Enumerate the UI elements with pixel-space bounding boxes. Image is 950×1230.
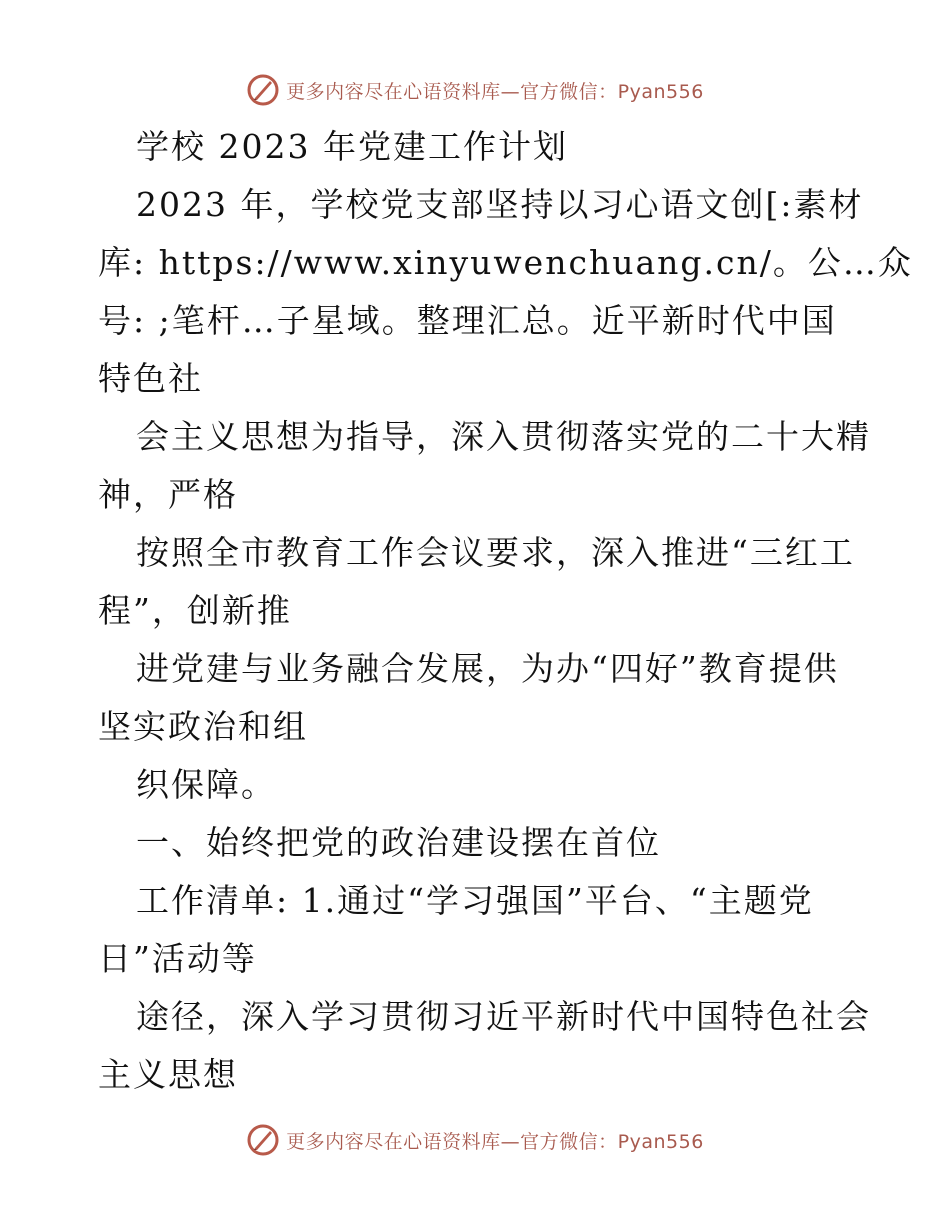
footer-banner [0,1120,950,1160]
text-line: 号: ;笔杆…子星域。整理汇总。近平新时代中国 [98,301,837,340]
text-line: 途径，深入学习贯彻习近平新时代中国特色社会 [136,997,871,1036]
text-line: 主义思想 [98,1055,238,1094]
text-line: 特色社 [98,359,203,398]
text-line: 坚实政治和组 [98,707,308,746]
text-line: 神，严格 [98,475,238,514]
text-line: 进党建与业务融合发展，为办“四好”教育提供 [136,649,839,688]
document-body [98,118,913,1104]
header-banner [0,70,950,110]
banner-text: 更多内容尽在心语资料库—官方微信：Pyan556 [286,80,704,103]
text-line: 2023 年，学校党支部坚持以习心语文创[:素材 [136,185,864,224]
text-line: 按照全市教育工作会议要求，深入推进“三红工 [136,533,855,572]
text-line: 学校 2023 年党建工作计划 [136,127,568,166]
text-line: 库: https://www.xinyuwenchuang.cn/。公…众 [98,243,913,282]
text-line: 一、始终把党的政治建设摆在首位 [136,823,661,862]
text-line: 程”，创新推 [98,591,292,630]
quill-pen-logo-icon [246,1123,280,1157]
text-line: 日”活动等 [98,939,257,978]
quill-pen-logo-icon [246,73,280,107]
text-line: 织保障。 [136,765,276,804]
text-line: 工作清单: 1.通过“学习强国”平台、“主题党 [136,881,814,920]
banner-text: 更多内容尽在心语资料库—官方微信：Pyan556 [286,1130,704,1153]
text-line: 会主义思想为指导，深入贯彻落实党的二十大精 [136,417,871,456]
